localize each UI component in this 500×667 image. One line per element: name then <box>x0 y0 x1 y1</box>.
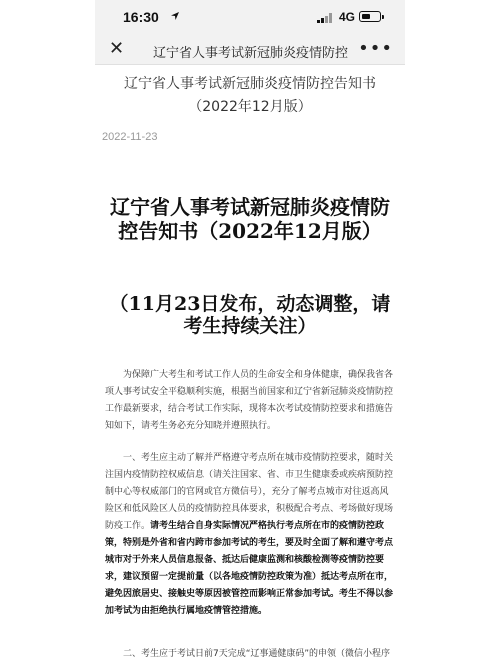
close-icon[interactable]: ✕ <box>109 38 125 59</box>
more-options-icon[interactable]: ••• <box>358 38 393 59</box>
article-date: 2022-11-23 <box>102 131 158 143</box>
paragraph-section-1-text: 一、考生应主动了解并严格遵守考点所在城市疫情防控要求，随时关注国内疫情防控权威信息（请关注国家、省、市卫生健康委或疾病预防控制中心等权威部门的官网或官方微信号），充分了解考点城市对往返高风险区和低风险区人员的疫情防控具体要求，积极配合考点、考场做好现场防疫工作。 <box>105 453 394 531</box>
paragraph-intro: 为保障广大考生和考试工作人员的生命安全和身体健康，确保我省各项人事考试安全平稳顺利实施，根据当前国家和辽宁省新冠肺炎疫情防控工作最新要求，结合考试工作实际，现将本次考试疫情防控要求和措施告知如下，请考生务必充分知晓并遵照执行。 <box>105 370 394 431</box>
battery-icon <box>359 11 381 22</box>
network-type: 4G <box>339 10 356 24</box>
article-heading-main: 辽宁省人事考试新冠肺炎疫情防控告知书（2022年12月版） <box>110 195 390 243</box>
right-margin <box>405 0 500 667</box>
left-margin <box>0 0 95 667</box>
paragraph-section-1 <box>105 450 395 620</box>
status-time: 16:30 <box>123 9 159 25</box>
nav-bar <box>95 36 405 65</box>
paragraph-section-2: 二、考生应于考试日前7天完成“辽事通健康码”的申领（微信小程序 <box>123 649 391 659</box>
phone-screen <box>95 0 405 667</box>
paragraph-section-1-bold: 请考生结合自身实际情况严格执行考点所在市的疫情防控政策，特别是外省和省内跨市参加考试的考生，要及时全面了解和遵守考点城市对于外来人员信息报备、抵达后健康监测和核酸检测等疫情防控要求，建议预留一定提前量（以各地疫情防控政策为准）抵达考点所在市，避免因旅居史、接触史等原因被管控而影响正常参加考试。考生不得以参加考试为由拒绝执行属地疫情管控措施。 <box>105 521 394 616</box>
signal-bars-icon <box>317 13 333 23</box>
article-content[interactable] <box>95 65 405 667</box>
nav-title: 辽宁省人事考试新冠肺炎疫情防控 <box>153 46 349 61</box>
battery-level <box>362 14 370 19</box>
location-arrow-icon <box>170 11 180 21</box>
article-heading-sub: （11月23日发布，动态调整，请考生持续关注） <box>109 293 391 337</box>
article-title: 辽宁省人事考试新冠肺炎疫情防控告知书（2022年12月版） <box>124 76 376 115</box>
status-bar <box>95 0 405 36</box>
